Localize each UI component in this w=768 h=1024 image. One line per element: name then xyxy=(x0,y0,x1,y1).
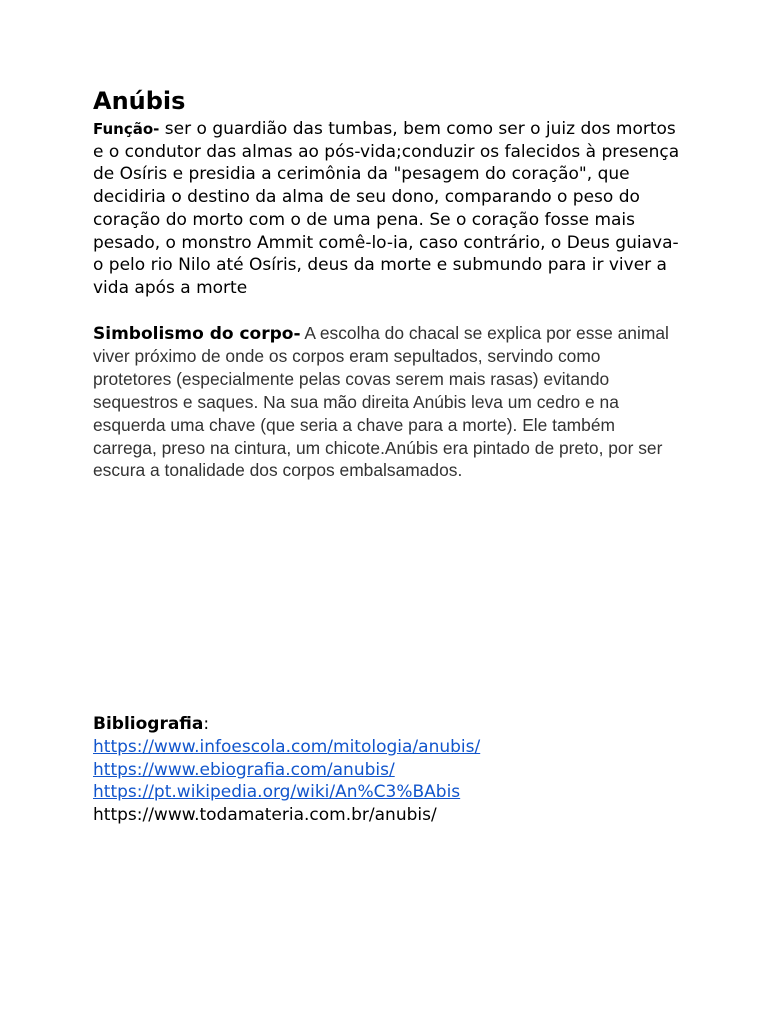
simbolismo-paragraph xyxy=(93,322,683,483)
bibliography-heading: Bibliografia xyxy=(93,714,204,734)
document-title: Anúbis xyxy=(93,87,186,115)
simbolismo-text: A escolha do chacal se explica por esse animal viver próximo de onde os corpos eram sepultados, servindo como protetores (especialmente pelas covas serem mais rasas) evitando sequestros e saques. Na sua mão direita Anúbis leva um cedro e na esquerda uma chave (que seria a chave para a morte). Ele também carrega, preso na cintura, um chicote.Anúbis era pintado de preto, por ser escura a tonalidade dos corpos embalsamados. xyxy=(93,322,669,481)
funcao-text: ser o guardião das tumbas, bem como ser o juiz dos mortos e o condutor das almas ao pós-vida;conduzir os falecidos à presença de Osíris e presidia a cerimônia da "pesagem do coração", que decidiria o destino da alma de seu dono, comparando o peso do coração do morto com o de uma pena. Se o coração fosse mais pesado, o monstro Ammit comê-lo-ia, caso contrário, o Deus guiava-o pelo rio Nilo até Osíris, deus da morte e submundo para ir viver a vida após a morte xyxy=(93,119,680,298)
bibliography-link-line-3 xyxy=(93,781,683,804)
bibliography-link-infoescola[interactable]: https://www.infoescola.com/mitologia/anubis/ xyxy=(93,736,481,757)
bibliography-link-wikipedia[interactable]: https://pt.wikipedia.org/wiki/An%C3%BAbis xyxy=(93,782,461,803)
bibliography-link-line-2 xyxy=(93,759,683,782)
bibliography-link-ebiografia[interactable]: https://www.ebiografia.com/anubis/ xyxy=(93,759,395,780)
bibliography-plain-url: https://www.todamateria.com.br/anubis/ xyxy=(93,805,437,826)
bibliography-link-line-1 xyxy=(93,736,683,759)
document-page xyxy=(93,86,683,482)
funcao-label: Função- xyxy=(93,120,160,138)
bibliography-colon: : xyxy=(203,714,210,734)
funcao-paragraph xyxy=(93,118,683,300)
bibliography-heading-line xyxy=(93,713,683,736)
bibliography-section xyxy=(93,713,683,827)
simbolismo-label: Simbolismo do corpo- xyxy=(93,323,301,344)
